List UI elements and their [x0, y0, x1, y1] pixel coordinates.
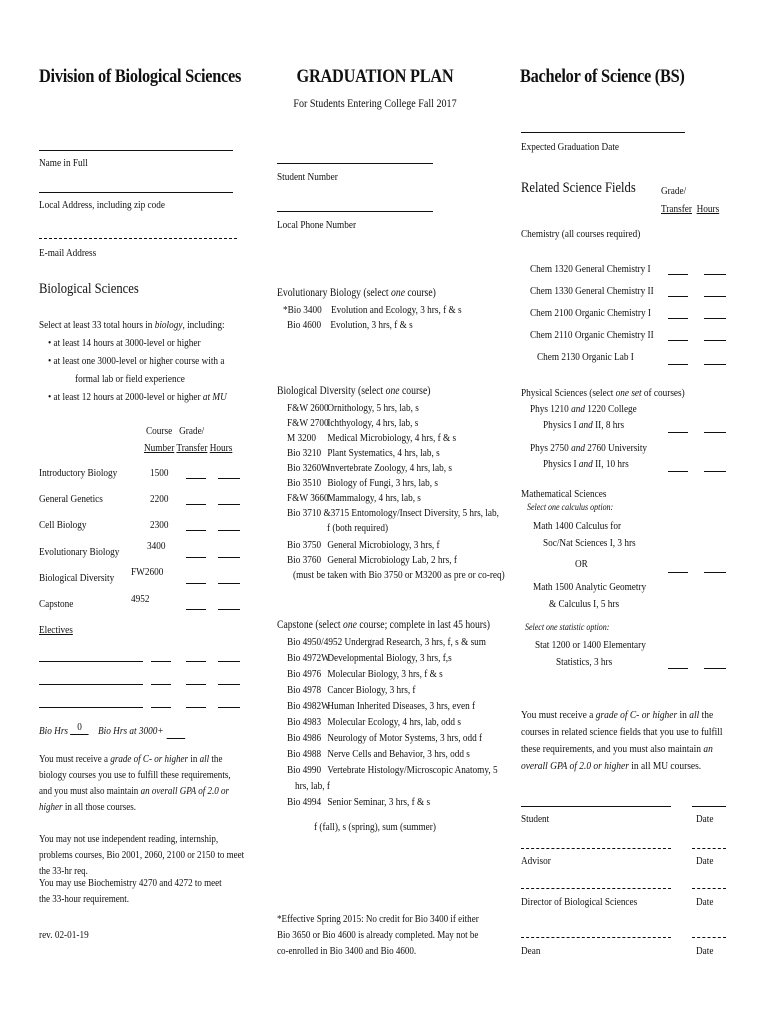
student-signature-field[interactable] — [521, 806, 671, 807]
term-legend: f (fall), s (spring), sum (summer) — [314, 821, 436, 833]
grade-field[interactable] — [186, 684, 206, 685]
course-row-name: Evolutionary Biology — [39, 546, 120, 558]
stat-option-cont: Statistics, 3 hrs — [556, 656, 613, 668]
grade-field[interactable] — [186, 530, 206, 531]
student-number-field[interactable] — [277, 163, 433, 164]
math-option-2-cont: & Calculus I, 5 hrs — [549, 598, 620, 610]
hours-field[interactable] — [704, 572, 726, 573]
bio-biochem-note: You may use Biochemistry 4270 and 4272 to meet the 33-hour requirement. — [39, 878, 222, 905]
director-date-field[interactable] — [692, 888, 726, 889]
stat-option: Stat 1200 or 1400 Elementary — [535, 639, 646, 651]
name-label: Name in Full — [39, 157, 88, 169]
math-option-1-cont: Soc/Nat Sciences I, 3 hrs — [543, 537, 636, 549]
evo-item: Bio 4600 Evolution, 3 hrs, f & s — [287, 319, 413, 331]
related-col-transfer: Transfer Hours — [661, 203, 720, 215]
advisor-date-field[interactable] — [692, 848, 726, 849]
page-title: GRADUATION PLAN — [296, 66, 454, 87]
student-number-label: Student Number — [277, 171, 338, 183]
course-row-number: 1500 — [150, 467, 169, 479]
hours-field[interactable] — [218, 557, 240, 558]
elective-number[interactable] — [151, 661, 171, 662]
grade-field[interactable] — [668, 432, 688, 433]
advisor-signature-label: Advisor — [521, 855, 551, 867]
hours-field[interactable] — [218, 530, 240, 531]
hours-field[interactable] — [704, 340, 726, 341]
course-row-name: General Genetics — [39, 493, 103, 505]
course-row-number: FW2600 — [131, 566, 164, 578]
hours-field[interactable] — [704, 274, 726, 275]
student-signature-label: Student — [521, 813, 550, 825]
phys-option-2-cont: Physics I and II, 10 hrs — [543, 458, 629, 470]
bio-hrs-value[interactable]: 0 — [70, 720, 88, 735]
stat-note: Select one statistic option: — [525, 623, 610, 633]
grade-field[interactable] — [668, 364, 688, 365]
hours-field[interactable] — [218, 684, 240, 685]
grade-field[interactable] — [186, 478, 206, 479]
course-row-number: 2300 — [150, 519, 169, 531]
phys-option-2: Phys 2750 and 2760 University — [530, 442, 648, 454]
hours-field[interactable] — [704, 364, 726, 365]
course-row-name: Capstone — [39, 598, 74, 610]
email-field[interactable] — [39, 238, 237, 239]
related-col-grade: Grade/ — [661, 185, 687, 197]
phys-option-1-cont: Physics I and II, 8 hrs — [543, 419, 625, 431]
course-row-number: 3400 — [147, 540, 166, 552]
dean-signature-field[interactable] — [521, 937, 671, 938]
course-row-name: Cell Biology — [39, 519, 87, 531]
course-row-name: Introductory Biology — [39, 467, 118, 479]
elective-number[interactable] — [151, 684, 171, 685]
elective-field[interactable] — [39, 707, 143, 708]
bio-intro: Select at least 33 total hours in biology, including: — [39, 319, 225, 331]
email-label: E-mail Address — [39, 247, 97, 259]
elective-number[interactable] — [151, 707, 171, 708]
expected-graduation-label: Expected Graduation Date — [521, 141, 620, 153]
math-or: OR — [575, 558, 588, 570]
math-option-1: Math 1400 Calculus for — [533, 520, 622, 532]
bio-grade-note: You must receive a grade of C- or higher in all the biology courses you use to fulfill these requirements, and you must also maintain an overall GPA of 2.0 or higher in all those courses. — [39, 754, 231, 813]
grade-field[interactable] — [668, 318, 688, 319]
director-signature-label: Director of Biological Sciences — [521, 896, 638, 908]
phys-heading: Physical Sciences (select one set of courses) — [521, 387, 685, 399]
director-signature-field[interactable] — [521, 888, 671, 889]
phone-label: Local Phone Number — [277, 219, 357, 231]
grade-field[interactable] — [668, 572, 688, 573]
date-label: Date — [696, 813, 714, 825]
hours-field[interactable] — [704, 318, 726, 319]
math-heading: Mathematical Sciences — [521, 488, 607, 500]
dean-signature-label: Dean — [521, 945, 541, 957]
bio-bullet-1: • at least 14 hours at 3000-level or higher — [48, 337, 201, 349]
revision-date: rev. 02-01-19 — [39, 929, 89, 941]
dean-date-field[interactable] — [692, 937, 726, 938]
division-title: Division of Biological Sciences — [39, 66, 242, 87]
address-field[interactable] — [39, 192, 233, 193]
phys-option-1: Phys 1210 and 1220 College — [530, 403, 637, 415]
grade-field[interactable] — [668, 274, 688, 275]
chem-course: Chem 2130 Organic Lab I — [537, 351, 634, 363]
grade-field[interactable] — [668, 340, 688, 341]
grade-field[interactable] — [668, 668, 688, 669]
date-label: Date — [696, 855, 714, 867]
course-row-name: Biological Diversity — [39, 572, 115, 584]
elective-field[interactable] — [39, 661, 143, 662]
hours-field[interactable] — [704, 432, 726, 433]
student-date-field[interactable] — [692, 806, 726, 807]
diversity-heading: Biological Diversity (select one course) — [277, 385, 431, 397]
grade-field[interactable] — [186, 557, 206, 558]
grade-field[interactable] — [186, 707, 206, 708]
hours-field[interactable] — [704, 471, 726, 472]
date-label: Date — [696, 896, 714, 908]
col-number-label: Number Transfer Hours — [144, 442, 233, 454]
bio-bullet-2-cont: formal lab or field experience — [75, 373, 185, 385]
grade-field[interactable] — [186, 661, 206, 662]
grade-field[interactable] — [186, 504, 206, 505]
related-heading: Related Science Fields — [521, 180, 636, 196]
hours-field[interactable] — [218, 707, 240, 708]
bio-bullet-3: • at least 12 hours at 2000-level or higher at MU — [48, 391, 227, 403]
evo-heading: Evolutionary Biology (select one course) — [277, 287, 436, 299]
page-subtitle: For Students Entering College Fall 2017 — [293, 96, 457, 110]
chem-course: Chem 1330 General Chemistry II — [530, 285, 654, 297]
hours-field[interactable] — [218, 478, 240, 479]
hours-field[interactable] — [218, 609, 240, 610]
grade-field[interactable] — [186, 583, 206, 584]
bio-hrs-label: Bio Hrs 0 Bio Hrs at 3000+ — [39, 724, 189, 739]
bio-exclusion-note: You may not use independent reading, internship, problems courses, Bio 2001, 2060, 2100 or 2150 to meet the 33-hr req. — [39, 834, 245, 877]
bio-heading: Biological Sciences — [39, 281, 139, 297]
capstone-heading: Capstone (select one course; complete in last 45 hours) — [277, 619, 491, 631]
degree-title: Bachelor of Science (BS) — [520, 66, 685, 87]
hours-field[interactable] — [218, 504, 240, 505]
bio-bullet-2: • at least one 3000-level or higher course with a — [48, 355, 225, 367]
hours-field[interactable] — [218, 661, 240, 662]
chem-course: Chem 2100 Organic Chemistry I — [530, 307, 651, 319]
col-course-label: Course Grade/ — [146, 425, 205, 437]
hours-field[interactable] — [218, 583, 240, 584]
elective-field[interactable] — [39, 684, 143, 685]
course-row-number: 2200 — [150, 493, 169, 505]
chem-course: Chem 1320 General Chemistry I — [530, 263, 651, 275]
chem-course: Chem 2110 Organic Chemistry II — [530, 329, 654, 341]
related-grade-note: You must receive a grade of C- or higher in all the courses in related science fields that you use to fulfill these requirements, and you must also maintain an overall GPA of 2.0 or higher in all MU courses. — [521, 709, 723, 772]
hours-field[interactable] — [704, 296, 726, 297]
hours-field[interactable] — [704, 668, 726, 669]
chem-heading: Chemistry (all courses required) — [521, 228, 641, 240]
electives-label: Electives — [39, 624, 73, 636]
advisor-signature-field[interactable] — [521, 848, 671, 849]
grade-field[interactable] — [668, 471, 688, 472]
evo-item: *Bio 3400 Evolution and Ecology, 3 hrs, f & s — [283, 304, 462, 316]
course-row-number: 4952 — [131, 593, 150, 605]
date-label: Date — [696, 945, 714, 957]
address-label: Local Address, including zip code — [39, 199, 165, 211]
grade-field[interactable] — [668, 296, 688, 297]
name-field[interactable] — [39, 150, 233, 151]
phone-field[interactable] — [277, 211, 433, 212]
bio3400-footnote: *Effective Spring 2015: No credit for Bio 3400 if either Bio 3650 or Bio 4600 is already completed. May not be co-enrolled in Bio 3400 and Bio 4600. — [277, 914, 479, 957]
math-calc-note: Select one calculus option: — [527, 503, 614, 513]
math-option-2: Math 1500 Analytic Geometry — [533, 581, 647, 593]
grade-field[interactable] — [186, 609, 206, 610]
